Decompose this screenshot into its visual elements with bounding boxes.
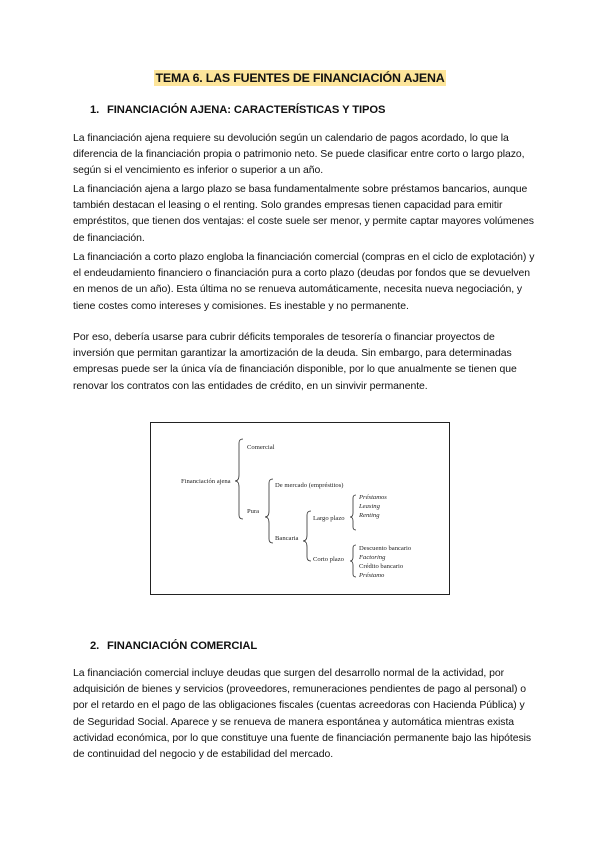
diagram-pura-label: Pura <box>247 508 260 515</box>
bancaria-bracket <box>303 511 311 561</box>
page-title-text: TEMA 6. LAS FUENTES DE FINANCIACIÓN AJENA <box>155 71 445 85</box>
section-heading-2 <box>90 640 257 652</box>
diagram-emprestitos-note: (empréstitos) <box>308 482 344 489</box>
section-number: 1. <box>90 104 100 116</box>
diagram-item-prestamo: Préstamo <box>359 572 385 579</box>
diagram-item-descuento-bancario: Descuento bancario <box>359 545 412 552</box>
financing-classification-diagram <box>150 422 450 595</box>
page-title <box>0 69 600 87</box>
diagram-de-mercado-text: De mercado <box>275 482 308 489</box>
section-title: FINANCIACIÓN COMERCIAL <box>107 640 258 652</box>
diagram-item-renting: Renting <box>359 512 380 519</box>
pura-bracket <box>265 479 273 543</box>
section-heading-1 <box>90 104 385 116</box>
diagram-item-credito-bancario: Crédito bancario <box>359 563 404 570</box>
diagram-bancaria-label: Bancaria <box>275 535 299 542</box>
diagram-item-prestamos: Préstamos <box>359 494 387 501</box>
paragraph: La financiación a corto plazo engloba la financiación comercial (compras en el ciclo de explotación) y el endeudamiento financiero o financiación pura a corto plazo (deudas por fondos que se devuelven en menos de un año). Esta última no se renueva automáticamente, necesita nueva negociación, y tiene costes como intereses y comisiones. Es inestable y no permanente. <box>73 252 535 312</box>
root-bracket <box>235 439 243 519</box>
diagram-corto-plazo-label: Corto plazo <box>313 556 344 563</box>
diagram-item-leasing: Leasing <box>359 503 380 510</box>
paragraph: La financiación ajena requiere su devolución según un calendario de pagos acordado, lo que la diferencia de la financiación propia o patrimonio neto. Se puede clasificar entre corto o largo plazo, según si el vencimiento es inferior o superior a un año. <box>73 133 525 177</box>
largo-plazo-bracket <box>350 495 356 530</box>
diagram-root-label: Financiación ajena <box>181 478 231 485</box>
section-title: FINANCIACIÓN AJENA: CARACTERÍSTICAS Y TIPOS <box>107 104 386 116</box>
diagram-largo-plazo-label: Largo plazo <box>313 515 345 522</box>
paragraph: Por eso, debería usarse para cubrir déficits temporales de tesorería o financiar proyectos de inversión que permitan garantizar la amortización de la deuda. Sin embargo, para determinadas empresas puede ser la única vía de financiación disponible, por lo que anualmente se tienen que renovar los contratos con las entidades de crédito, en un sinvivir permanente. <box>73 332 517 392</box>
diagram-comercial-label: Comercial <box>247 444 275 451</box>
paragraph: La financiación comercial incluye deudas que surgen del desarrollo normal de la actividad, por adquisición de bienes y servicios (proveedores, remuneraciones pendientes de pago al personal) o por el retardo en el pago de las obligaciones fiscales (cuentas acreedoras con Hacienda Pública) y de Seguridad Social. Aparece y se renueva de manera espontánea y automática mientras exista actividad económica, por lo que constituye una fuente de financiación permanente bajo las hipótesis de continuidad del negocio y de estabilidad del mercado. <box>73 668 532 761</box>
diagram-de-mercado-label <box>275 482 344 489</box>
diagram-brackets <box>151 423 451 596</box>
corto-plazo-bracket <box>350 545 356 577</box>
paragraph: La financiación ajena a largo plazo se basa fundamentalmente sobre préstamos bancarios, aunque también destacan el leasing o el renting. Solo grandes empresas tienen capacidad para emitir empréstitos, que tienen dos ventajas: el coste suele ser menor, y permite captar mayores volúmenes de financiación. <box>73 184 534 244</box>
section-number: 2. <box>90 640 100 652</box>
diagram-item-factoring: Factoring <box>359 554 386 561</box>
